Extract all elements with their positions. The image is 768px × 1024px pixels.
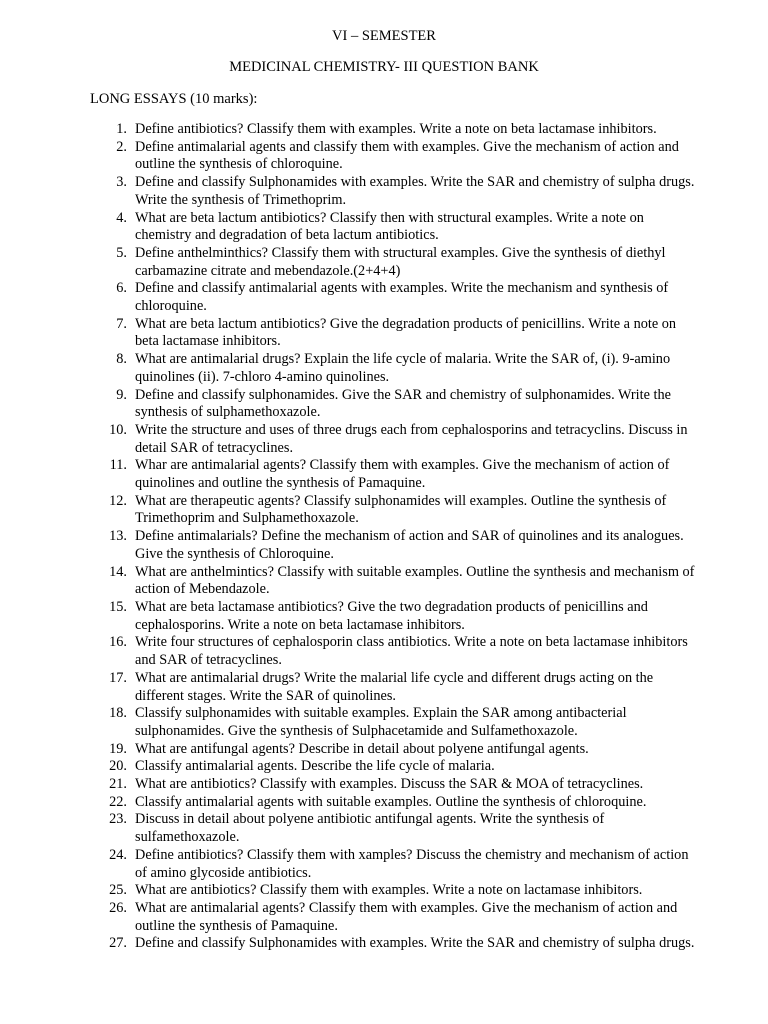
- question-item: [0, 528, 735, 563]
- question-text-line: Classify antimalarial agents. Describe the life cycle of malaria.: [135, 758, 495, 775]
- question-text-line: Define antibiotics? Classify them with xamples? Discuss the chemistry and mechanism of action: [135, 846, 689, 863]
- question-text-line: synthesis of sulphamethoxazole.: [135, 404, 321, 421]
- question-item: [0, 174, 735, 209]
- question-text-line: quinolines (ii). 7-chloro 4-amino quinolines.: [135, 368, 390, 385]
- question-number: 1.: [116, 121, 127, 137]
- question-number: 25.: [109, 882, 127, 899]
- question-text-line: detail SAR of tetracyclines.: [135, 439, 294, 456]
- question-text-line: Classify antimalarial agents with suitable examples. Outline the synthesis of chloroquine.: [135, 793, 647, 810]
- question-text-line: Give the synthesis of Chloroquine.: [135, 545, 334, 562]
- question-number: 13.: [109, 528, 127, 545]
- question-item: [0, 705, 735, 740]
- question-number: 3.: [116, 174, 127, 191]
- question-text-line: What are antimalarial drugs? Explain the life cycle of malaria. Write the SAR of, (i). 9-amino: [135, 351, 671, 368]
- question-text-line: action of Mebendazole.: [135, 581, 270, 598]
- question-text-line: Define anthelminthics? Classify them with structural examples. Give the synthesis of diethyl: [135, 244, 666, 261]
- question-text-line: Define antibiotics? Classify them with examples. Write a note on beta lactamase inhibitors.: [135, 121, 657, 137]
- question-number: 9.: [116, 386, 127, 403]
- question-item: [0, 794, 735, 812]
- question-text-line: beta lactamase inhibitors.: [135, 333, 281, 350]
- question-item: [0, 422, 735, 457]
- question-text-line: What are anthelmintics? Classify with suitable examples. Outline the synthesis and mechanism of: [135, 563, 695, 580]
- question-text-line: cephalosporins. Write a note on beta lactamase inhibitors.: [135, 616, 465, 633]
- question-number: 26.: [109, 899, 127, 916]
- question-number: 4.: [116, 209, 127, 226]
- question-number: 20.: [109, 758, 127, 775]
- question-number: 16.: [109, 634, 127, 651]
- question-text-line: outline the synthesis of Pamaquine.: [135, 917, 338, 934]
- question-text-line: of amino glycoside antibiotics.: [135, 864, 312, 881]
- question-text-line: Define and classify Sulphonamides with examples. Write the SAR and chemistry of sulpha drugs.: [135, 935, 695, 952]
- question-text-line: What are beta lactum antibiotics? Classify then with structural examples. Write a note on: [135, 209, 644, 226]
- question-item: [0, 900, 735, 935]
- question-item: [0, 741, 735, 759]
- question-text-line: What are antibiotics? Classify them with examples. Write a note on lactamase inhibitors.: [135, 882, 643, 899]
- question-text-line: Whar are antimalarial agents? Classify them with examples. Give the mechanism of action of: [135, 457, 670, 474]
- question-item: [0, 776, 735, 794]
- question-number: 2.: [116, 138, 127, 155]
- question-item: [0, 758, 735, 776]
- question-number: 5.: [116, 244, 127, 261]
- question-item: [0, 599, 735, 634]
- question-item: [0, 457, 735, 492]
- question-text-line: Write the synthesis of Trimethoprim.: [135, 191, 347, 208]
- question-item: [0, 351, 735, 386]
- question-text-line: quinolines and outline the synthesis of Pamaquine.: [135, 475, 426, 492]
- question-text-line: What are antibiotics? Classify with examples. Discuss the SAR & MOA of tetracyclines.: [135, 776, 644, 793]
- question-text-line: Write the structure and uses of three drugs each from cephalosporins and tetracyclins. Discuss in: [135, 421, 688, 438]
- question-item: [0, 935, 735, 953]
- question-item: [0, 121, 735, 139]
- question-text-line: What are antimalarial drugs? Write the malarial life cycle and different drugs acting on the: [135, 669, 654, 686]
- question-text-line: different stages. Write the SAR of quinolines.: [135, 687, 396, 704]
- question-text-line: What are beta lactum antibiotics? Give the degradation products of penicillins. Write a note on: [135, 315, 677, 332]
- question-item: [0, 245, 735, 280]
- question-item: [0, 811, 735, 846]
- question-text-line: Trimethoprim and Sulphamethoxazole.: [135, 510, 359, 527]
- question-text-line: outline the synthesis of chloroquine.: [135, 156, 343, 173]
- question-text-line: What are antimalarial agents? Classify them with examples. Give the mechanism of action and: [135, 899, 678, 916]
- question-text-line: and SAR of tetracyclines.: [135, 652, 282, 669]
- question-number: 27.: [109, 935, 127, 952]
- question-item: [0, 139, 735, 174]
- question-text-line: Define antimalarial agents and classify them with examples. Give the mechanism of action and: [135, 138, 679, 155]
- question-text-line: carbamazine citrate and mebendazole.(2+4+4): [135, 262, 401, 279]
- question-number: 10.: [109, 421, 127, 438]
- document-title: MEDICINAL CHEMISTRY- III QUESTION BANK: [229, 59, 539, 75]
- question-text-line: Define and classify antimalarial agents with examples. Write the mechanism and synthesis of: [135, 280, 669, 297]
- question-number: 17.: [109, 669, 127, 686]
- question-text-line: What are beta lactamase antibiotics? Give the two degradation products of penicillins and: [135, 598, 648, 615]
- question-number: 22.: [109, 793, 127, 810]
- question-item: [0, 280, 735, 315]
- question-text-line: Define antimalarials? Define the mechanism of action and SAR of quinolines and its analogues.: [135, 528, 684, 545]
- question-text-line: What are antifungal agents? Describe in detail about polyene antifungal agents.: [135, 740, 589, 757]
- question-item: [0, 387, 735, 422]
- question-number: 8.: [116, 351, 127, 368]
- question-text-line: Classify sulphonamides with suitable examples. Explain the SAR among antibacterial: [135, 705, 627, 722]
- question-item: [0, 634, 735, 669]
- question-number: 11.: [109, 457, 127, 474]
- question-number: 12.: [109, 492, 127, 509]
- question-item: [0, 316, 735, 351]
- question-number: 23.: [109, 811, 127, 828]
- question-number: 15.: [109, 598, 127, 615]
- question-number: 6.: [116, 280, 127, 297]
- question-item: [0, 564, 735, 599]
- question-text-line: chemistry and degradation of beta lactum antibiotics.: [135, 227, 439, 244]
- question-item: [0, 882, 735, 900]
- question-text-line: Discuss in detail about polyene antibiotic antifungal agents. Write the synthesis of: [135, 811, 605, 828]
- question-item: [0, 493, 735, 528]
- question-number: 21.: [109, 776, 127, 793]
- question-number: 19.: [109, 740, 127, 757]
- question-number: 14.: [109, 563, 127, 580]
- question-item: [0, 210, 735, 245]
- question-text-line: Define and classify Sulphonamides with examples. Write the SAR and chemistry of sulpha drugs.: [135, 174, 695, 191]
- question-text-line: sulphonamides. Give the synthesis of Sulphacetamide and Sulfamethoxazole.: [135, 722, 578, 739]
- question-text-line: Define and classify sulphonamides. Give the SAR and chemistry of sulphonamides. Write the: [135, 386, 671, 403]
- question-text-line: sulfamethoxazole.: [135, 829, 240, 846]
- semester-heading: VI – SEMESTER: [332, 28, 436, 44]
- question-item: [0, 847, 735, 882]
- question-text-line: chloroquine.: [135, 298, 207, 315]
- question-list: [0, 121, 768, 953]
- question-number: 24.: [109, 846, 127, 863]
- question-text-line: What are therapeutic agents? Classify sulphonamides will examples. Outline the synthesis of: [135, 492, 667, 509]
- section-heading: LONG ESSAYS (10 marks):: [90, 91, 258, 107]
- question-item: [0, 670, 735, 705]
- question-number: 18.: [109, 705, 127, 722]
- question-text-line: Write four structures of cephalosporin class antibiotics. Write a note on beta lactamase inhibitors: [135, 634, 688, 651]
- question-number: 7.: [116, 315, 127, 332]
